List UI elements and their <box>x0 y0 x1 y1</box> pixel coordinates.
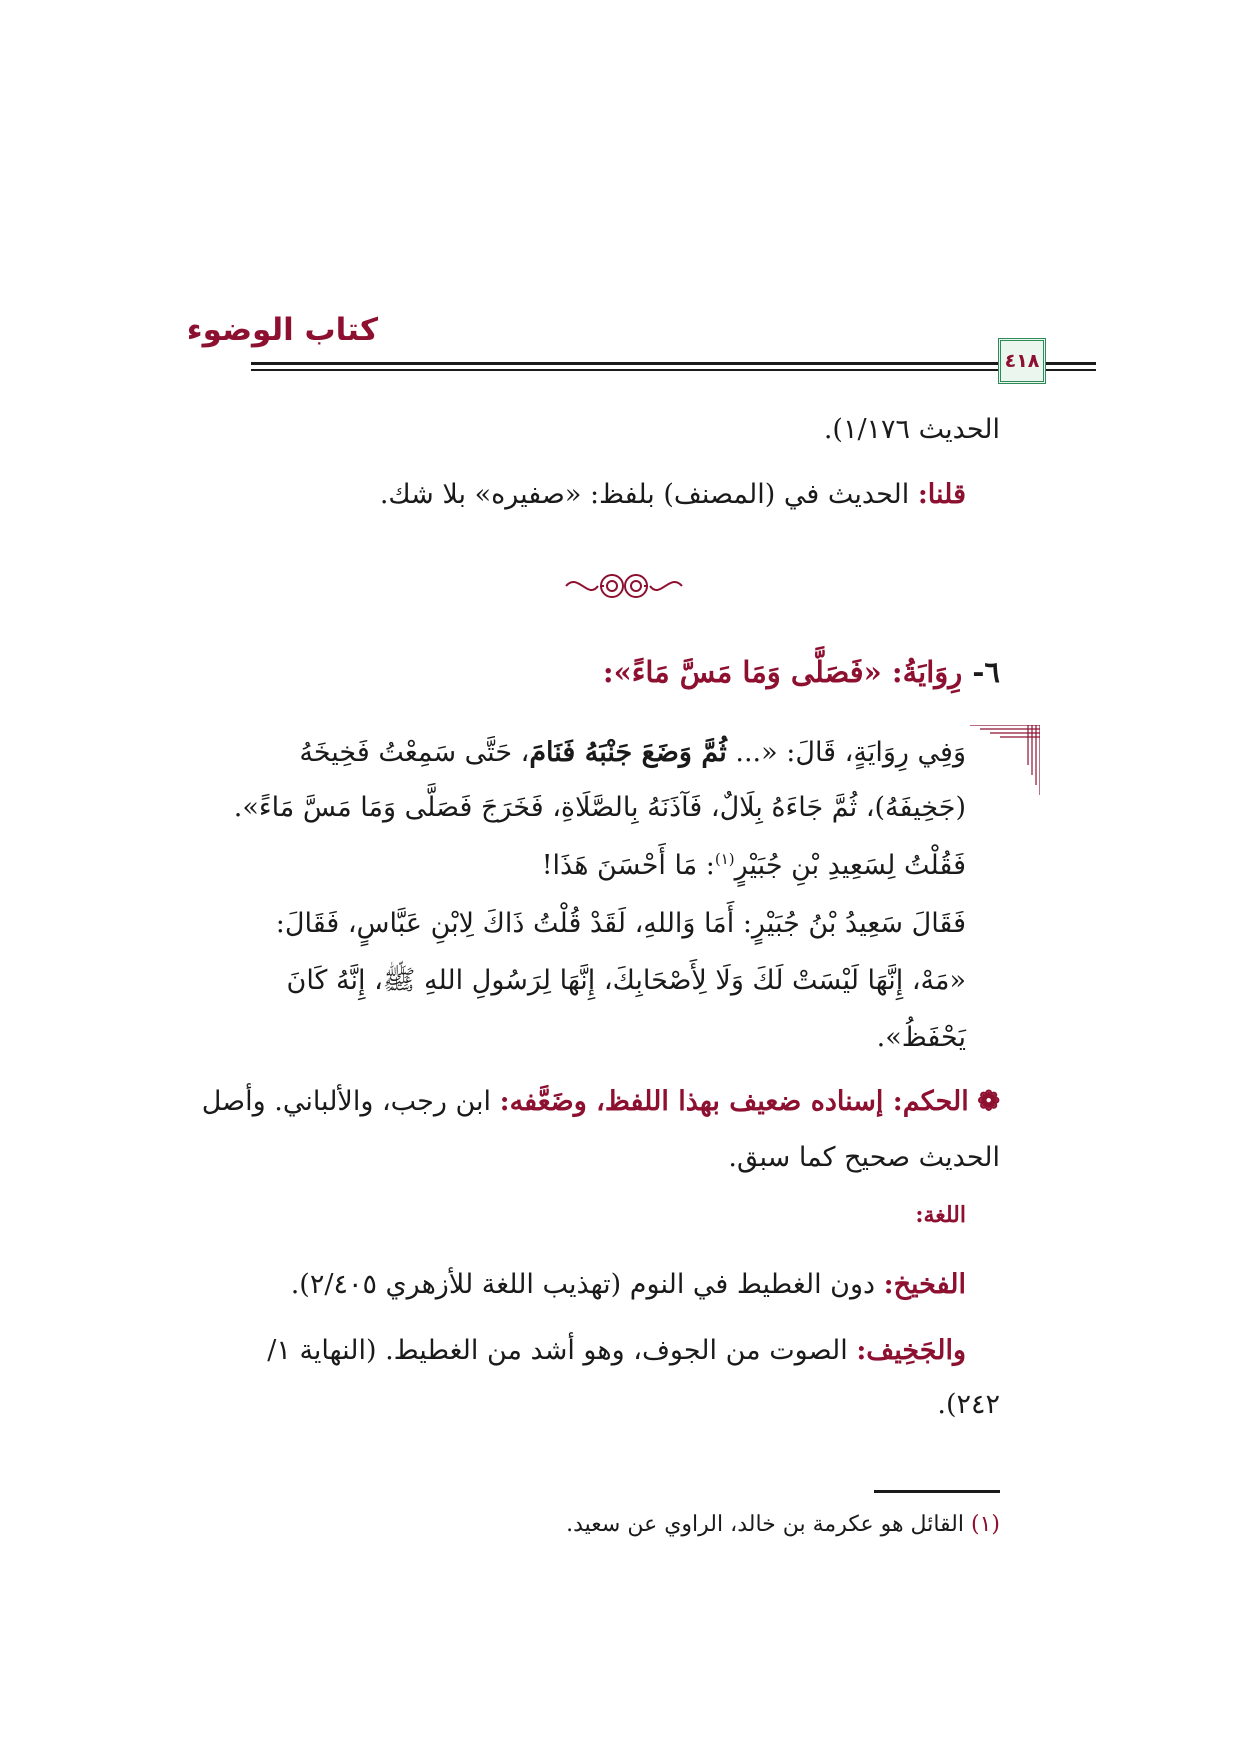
definition <box>267 1333 966 1368</box>
quote-emphasis: ثُمَّ وَضَعَ جَنْبَهُ فَنَامَ <box>529 737 727 768</box>
definition-continuation: ٢٤٢). <box>937 1389 1000 1420</box>
quote-line: (جَخِيفَهُ)، ثُمَّ جَاءَهُ بِلَالٌ، فَآذَنَهُ بِالصَّلَاةِ، فَخَرَجَ فَصَلَّى وَمَا مَسَّ مَاءً». <box>233 792 966 823</box>
ornament-divider-icon <box>560 566 688 606</box>
qulna-note <box>380 477 966 512</box>
quote-text: ، حَتَّى سَمِعْتُ فَخِيخَهُ <box>299 737 530 768</box>
quote-line <box>299 735 966 770</box>
quote-corner-icon <box>970 725 1040 795</box>
page-number-badge <box>998 338 1046 384</box>
book-title: كتاب الوضوء <box>186 312 378 348</box>
footnote <box>566 1512 1000 1537</box>
qulna-label: قلنا: <box>917 479 966 510</box>
qulna-text: الحديث في (المصنف) بلفظ: «صفيره» بلا شك. <box>379 479 918 510</box>
header-rule <box>1046 362 1096 365</box>
ruling-text: ابن رجب، والألباني. وأصل <box>201 1086 500 1117</box>
quote-line <box>542 848 966 883</box>
flower-icon: ❁ <box>977 1086 1000 1117</box>
definition-term: الفخيخ: <box>883 1269 966 1300</box>
definition-text: دون الغطيط في النوم (تهذيب اللغة للأزهري ٢/٤٠٥). <box>290 1269 884 1300</box>
quote-text: وَفِي رِوَايَةٍ، قَالَ: «... <box>726 737 966 768</box>
footnote-rule <box>874 1490 1000 1493</box>
footnote-reference[interactable]: (١) <box>714 850 735 868</box>
section-title <box>603 655 1000 689</box>
header-rule <box>1046 369 1096 371</box>
header-rule <box>251 362 998 365</box>
ruling-label: الحكم: <box>892 1086 969 1117</box>
ruling-line: الحديث صحيح كما سبق. <box>728 1142 1000 1173</box>
quote-line: «مَهْ، إِنَّهَا لَيْسَتْ لَكَ وَلَا لِأَصْحَابِكَ، إِنَّهَا لِرَسُولِ اللهِ ﷺ، إِنَّهُ كَانَ <box>286 965 966 996</box>
section-heading: رِوَايَةُ: «فَصَلَّى وَمَا مَسَّ مَاءً»: <box>602 655 963 689</box>
definition <box>291 1267 966 1302</box>
previous-reference: الحديث ١/١٧٦). <box>823 414 1000 445</box>
language-heading: اللغة: <box>915 1202 966 1228</box>
quote-line: فَقَالَ سَعِيدُ بْنُ جُبَيْرٍ: أَمَا وَاللهِ، لَقَدْ قُلْتُ ذَاكَ لِابْنِ عَبَّاسٍ، فَقَالَ: <box>275 908 966 939</box>
definition-term: والجَخِيف: <box>856 1335 966 1366</box>
ruling-verdict: إسناده ضعيف بهذا اللفظ، وضَعَّفه: <box>499 1086 893 1117</box>
ruling-line <box>202 1084 1000 1119</box>
footnote-text: القائل هو عكرمة بن خالد، الراوي عن سعيد. <box>566 1512 971 1537</box>
definition-text: الصوت من الجوف، وهو أشد من الغطيط. (النهاية ١/ <box>267 1335 857 1366</box>
quote-text: : مَا أَحْسَنَ هَذَا! <box>541 850 715 881</box>
page-number: ٤١٨ <box>1004 350 1040 372</box>
footnote-mark: (١) <box>970 1512 1000 1537</box>
section-number: ٦- <box>972 655 1000 689</box>
quote-line: يَحْفَظُ». <box>876 1022 966 1053</box>
header-rule <box>251 369 998 371</box>
quote-text: فَقُلْتُ لِسَعِيدِ بْنِ جُبَيْرٍ <box>734 850 966 881</box>
